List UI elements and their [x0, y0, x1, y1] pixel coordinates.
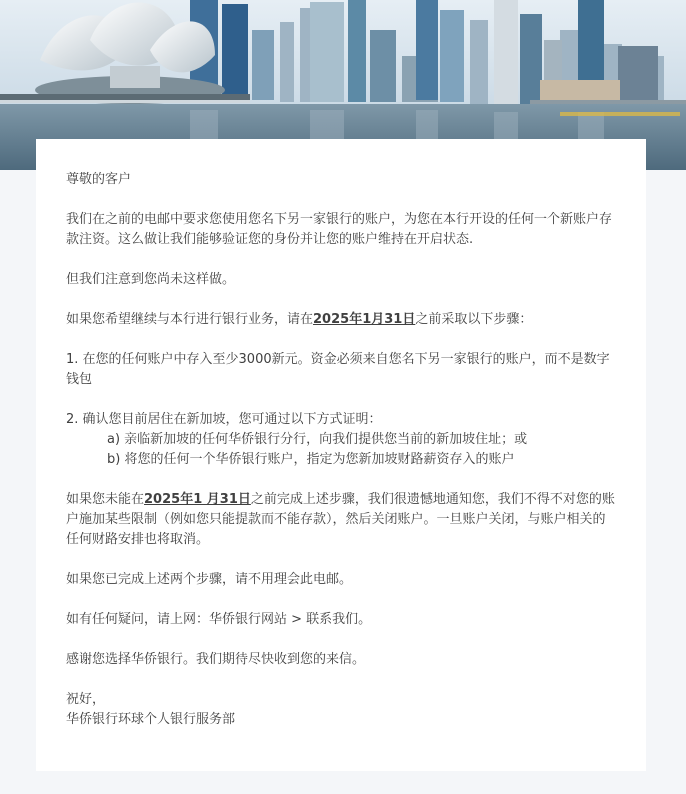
- paragraph-ignore-notice: 如果您已完成上述两个步骤，请不用理会此电邮。: [66, 572, 353, 587]
- consequences-before: 如果您未能在: [66, 492, 145, 507]
- step-2-option-a: a) 亲临新加坡的任何华侨银行分行，向我们提供您当前的新加坡住址；或: [107, 432, 528, 447]
- step-2-option-b: b) 将您的任何一个华侨银行账户，指定为您新加坡财路薪资存入的账户: [107, 452, 515, 467]
- step-2-block: [66, 410, 616, 470]
- greeting-text: 尊敬的客户: [66, 172, 132, 187]
- steps-intro-before: 如果您希望继续与本行进行银行业务，请在: [66, 312, 314, 327]
- paragraph-verification-request: 我们在之前的电邮中要求您使用您名下另一家银行的账户，为您在本行开设的任何一个新账户存款注资。这么做让我们能够验证您的身份并让您的账户维持在开启状态.: [66, 212, 613, 247]
- step-1-text: 1. 在您的任何账户中存入至少3000新元。资金必须来自您名下另一家银行的账户，而不是数字钱包: [66, 352, 610, 387]
- paragraph-consequences: [66, 490, 616, 550]
- email-body-card: [36, 139, 646, 771]
- signature-text: 华侨银行环球个人银行服务部: [66, 712, 236, 727]
- closing-text: 祝好，: [66, 692, 106, 707]
- deadline-date-1: 2025年1月31日: [313, 312, 416, 327]
- steps-intro-after: 之前采取以下步骤：: [415, 312, 533, 327]
- consequences-after: 之前完成上述步骤，我们很遗憾地通知您，我们不得不对您的账户施加某些限制（例如您只能提款而不能存款），然后关闭账户。一旦账户关闭，与账户相关的任何财路安排也将取消。: [66, 492, 615, 547]
- paragraph-thanks: 感谢您选择华侨银行。我们期待尽快收到您的来信。: [66, 652, 366, 667]
- paragraph-steps-intro: [66, 310, 616, 330]
- paragraph-not-done: 但我们注意到您尚未这样做。: [66, 272, 236, 287]
- deadline-date-2: 2025年1 月31日: [144, 492, 251, 507]
- paragraph-contact-us: 如有任何疑问，请上网：华侨银行网站 > 联系我们。: [66, 612, 372, 627]
- step-2-text: 2. 确认您目前居住在新加坡，您可通过以下方式证明：: [66, 412, 382, 427]
